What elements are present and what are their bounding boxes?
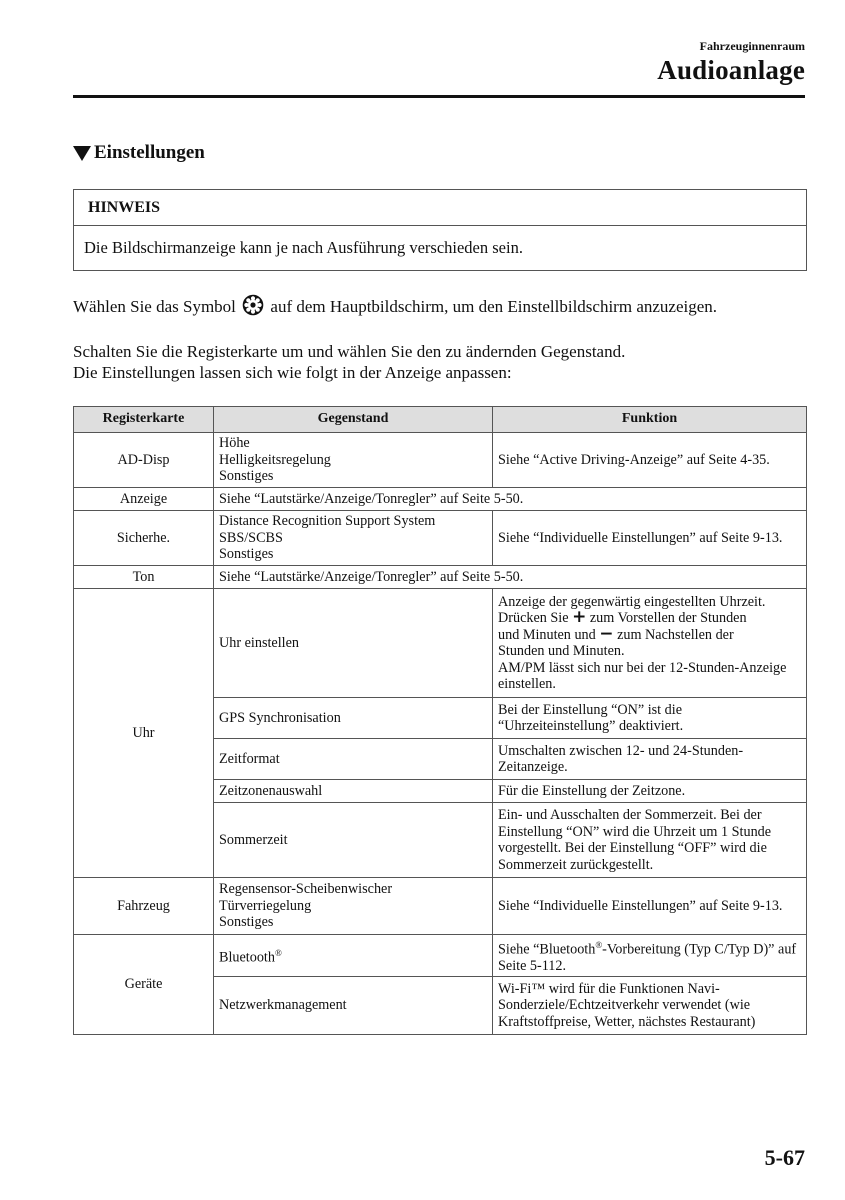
item-line: Sonstiges [219,914,274,931]
note-label: HINWEIS [74,190,806,226]
item-cell [214,511,493,566]
item-line: Sonstiges [219,468,274,485]
function-cell [493,935,807,977]
tab-cell: Ton [74,566,214,589]
tab-cell: Sicherhe. [74,511,214,566]
function-cell: Siehe “Active Driving-Anzeige” auf Seite 4-35. [493,433,807,488]
tab-cell: Uhr [74,589,214,878]
item-line: Regensensor-Scheibenwischer [219,881,393,898]
triangle-down-icon [73,146,91,161]
table-row [74,935,807,977]
intro-text-after-icon: auf dem Hauptbildschirm, um den Einstellbildschirm anzuzeigen. [270,297,718,316]
reference-cell: Siehe “Lautstärke/Anzeige/Tonregler” auf Seite 5-50. [214,566,807,589]
function-cell: Bei der Einstellung “ON” ist die “Uhrzeiteinstellung” deaktiviert. [493,698,807,739]
function-line: Stunden und Minuten. [498,643,625,659]
function-text: zum Nachstellen der [617,626,734,643]
table-row [74,589,807,698]
header-rule [73,95,805,98]
intro-text-before-icon: Wählen Sie das Symbol [73,297,236,316]
page-title: Audioanlage [657,55,805,85]
table-row [74,566,807,589]
item-line: Distance Recognition Support System [219,513,436,530]
page-number: 5-67 [764,1145,805,1170]
table-row [74,433,807,488]
item-cell: Zeitzonenauswahl [214,780,493,803]
intro-paragraph-1 [73,294,813,322]
function-cell: Siehe “Individuelle Einstellungen” auf Seite 9-13. [493,878,807,935]
function-text: Siehe “Bluetooth [498,941,596,958]
function-cell: Für die Einstellung der Zeitzone. [493,780,807,803]
item-line: Türverriegelung [219,897,312,914]
settings-table [73,406,807,1035]
note-text: Die Bildschirmanzeige kann je nach Ausführung verschieden sein. [84,238,523,257]
item-line: SBS/SCBS [219,529,283,546]
note-box [73,189,807,271]
table-row [74,488,807,511]
function-text: zum Vorstellen der Stunden [589,610,747,626]
item-cell: Sommerzeit [214,803,493,878]
item-line: Sonstiges [219,546,274,563]
tab-cell: AD-Disp [74,433,214,488]
table-header-row [74,407,807,433]
item-cell [214,935,493,977]
function-cell [493,589,807,698]
settings-gear-icon [242,294,264,322]
tab-cell: Geräte [74,935,214,1035]
function-line: Anzeige der gegenwärtig eingestellten Uhrzeit. [498,593,766,610]
function-line [498,607,801,627]
section-heading-text: Einstellungen [94,142,205,163]
item-cell [214,878,493,935]
minus-icon: − [599,623,614,644]
section-heading [73,142,205,164]
item-text: Bluetooth [219,949,275,966]
column-header: Gegenstand [214,407,493,433]
item-cell: GPS Synchronisation [214,698,493,739]
tab-cell: Anzeige [74,488,214,511]
function-line [498,623,801,644]
reference-cell: Siehe “Lautstärke/Anzeige/Tonregler” auf Seite 5-50. [214,488,807,511]
function-text: Drücken Sie [498,610,569,626]
item-cell: Zeitformat [214,739,493,780]
item-line: Helligkeitsregelung [219,451,331,468]
function-cell: Ein- und Ausschalten der Sommerzeit. Bei der Einstellung “ON” wird die Uhrzeit um 1 Stunde vorgestellt. Bei der Einstellung “OFF” wird die Sommerzeit zurückgestellt. [493,803,807,878]
table-row [74,511,807,566]
item-line: Höhe [219,435,250,452]
column-header: Funktion [493,407,807,433]
function-cell: Siehe “Individuelle Einstellungen” auf Seite 9-13. [493,511,807,566]
item-cell: Netzwerkmanagement [214,977,493,1035]
header-section: Fahrzeuginnenraum [699,39,805,53]
intro-paragraph-3: Die Einstellungen lassen sich wie folgt in der Anzeige anpassen: [73,363,512,382]
function-text: -Vorbereitung (Typ C/Typ D)” auf Seite 5-112. [498,941,797,974]
function-cell: Umschalten zwischen 12- und 24-Stunden-Zeitanzeige. [493,739,807,780]
column-header: Registerkarte [74,407,214,433]
registered-mark: ® [595,939,603,950]
item-cell: Uhr einstellen [214,589,493,698]
item-cell [214,433,493,488]
function-line: AM/PM lässt sich nur bei der 12-Stunden-Anzeige einstellen. [498,659,787,692]
registered-mark: ® [274,947,282,958]
function-text: und Minuten und [498,626,596,643]
intro-paragraph-2: Schalten Sie die Registerkarte um und wählen Sie den zu ändernden Gegenstand. [73,342,626,361]
tab-cell: Fahrzeug [74,878,214,935]
plus-icon: + [572,607,587,627]
function-cell: Wi-Fi™ wird für die Funktionen Navi-Sonderziele/Echtzeitverkehr verwendet (wie Kraftstoffpreise, Wetter, nächstes Restaurant) [493,977,807,1035]
table-row [74,878,807,935]
